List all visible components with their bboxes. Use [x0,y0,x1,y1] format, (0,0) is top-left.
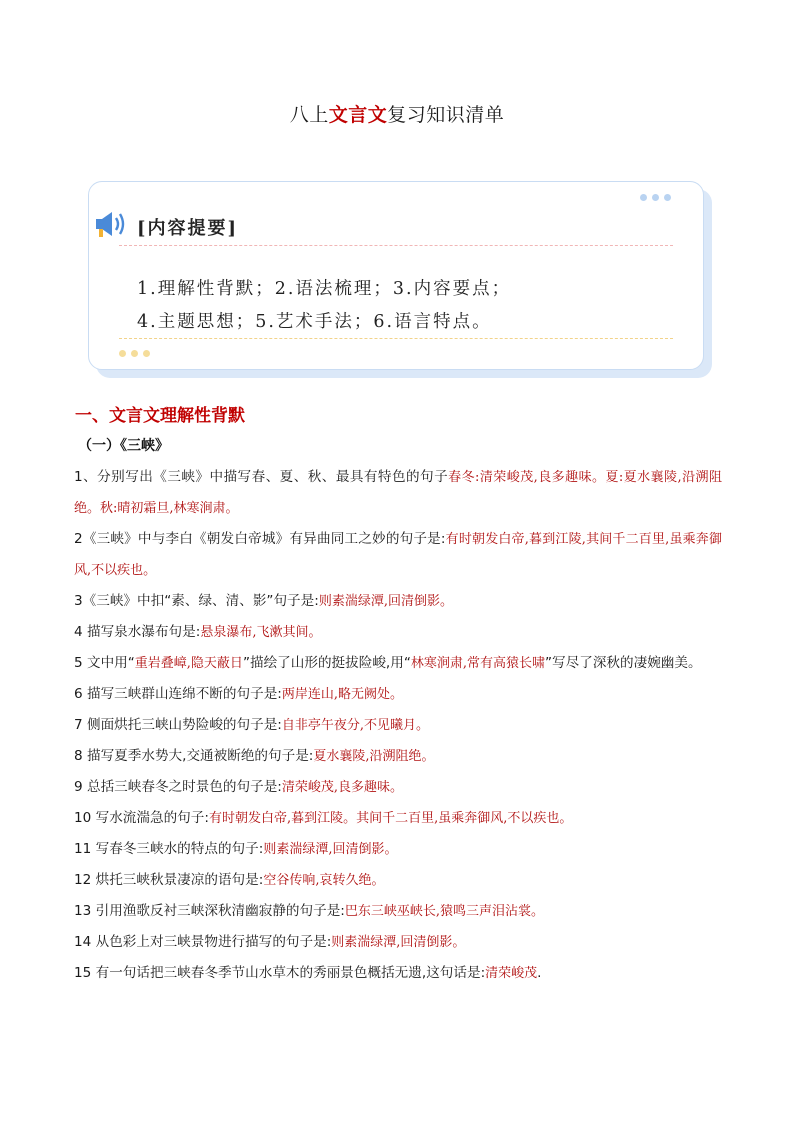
list-item: 8 描写夏季水势大,交通被断绝的句子是:夏水襄陵,沿溯阻绝。 [74,748,435,764]
list-item: 1、分别写出《三峡》中描写春、夏、秋、最具有特色的句子春冬:清荣峻茂,良多趣味。夏:夏水襄陵,沿溯阻绝。秋:晴初霜旦,林寒涧肃。 [74,469,722,516]
list-item: 14 从色彩上对三峡景物进行描写的句子是:则素湍绿潭,回清倒影。 [74,934,466,950]
section-title: 一、文言文理解性背默 [75,406,245,426]
summary-heading: [内容提要] [137,218,239,239]
summary-line-2: 4.主题思想；5.艺术手法；6.语言特点。 [137,312,492,332]
list-item: 13 引用渔歌反衬三峡深秋清幽寂静的句子是:巴东三峡巫峡长,猿鸣三声泪沾裳。 [74,903,545,919]
list-item: 3《三峡》中扣“素、绿、清、影”句子是:则素湍绿潭,回清倒影。 [74,593,453,609]
title-prefix: 八上 [289,104,329,126]
list-item: 15 有一句话把三峡春冬季节山水草木的秀丽景色概括无遗,这句话是:清荣峻茂. [74,965,542,981]
list-item: 12 烘托三峡秋景凄凉的语句是:空谷传响,哀转久绝。 [74,872,385,888]
title-highlight: 文言文 [328,104,388,126]
summary-box [88,181,704,370]
megaphone-icon [95,208,129,240]
divider-bottom [119,338,673,339]
list-item: 2《三峡》中与李白《朝发白帝城》有异曲同工之妙的句子是:有时朝发白帝,暮到江陵,其间千二百里,虽乘奔御风,不以疾也。 [74,531,722,578]
list-item: 11 写春冬三峡水的特点的句子:则素湍绿潭,回清倒影。 [74,841,398,857]
list-item: 7 侧面烘托三峡山势险峻的句子是:自非亭午夜分,不见曦月。 [74,717,430,733]
decor-dots-top [640,194,671,201]
summary-line-1: 1.理解性背默；2.语法梳理；3.内容要点； [137,279,512,299]
question-list [74,462,722,989]
list-item: 6 描写三峡群山连绵不断的句子是:两岸连山,略无阙处。 [74,686,404,702]
list-item: 10 写水流湍急的句子:有时朝发白帝,暮到江陵。其间千二百里,虽乘奔御风,不以疾也。 [74,810,573,826]
title-suffix: 复习知识清单 [387,104,505,126]
page-title [0,100,794,127]
list-item: 5 文中用“重岩叠嶂,隐天蔽日”描绘了山形的挺拔险峻,用“林寒涧肃,常有高猿长啸”写尽了深秋的凄婉幽美。 [74,655,702,671]
decor-dots-bottom [119,350,150,357]
divider-top [119,245,673,246]
list-item: 4 描写泉水瀑布句是:悬泉瀑布,飞漱其间。 [74,624,322,640]
list-item: 9 总括三峡春冬之时景色的句子是:清荣峻茂,良多趣味。 [74,779,404,795]
subsection-title: （一）《三峡》 [78,438,169,454]
